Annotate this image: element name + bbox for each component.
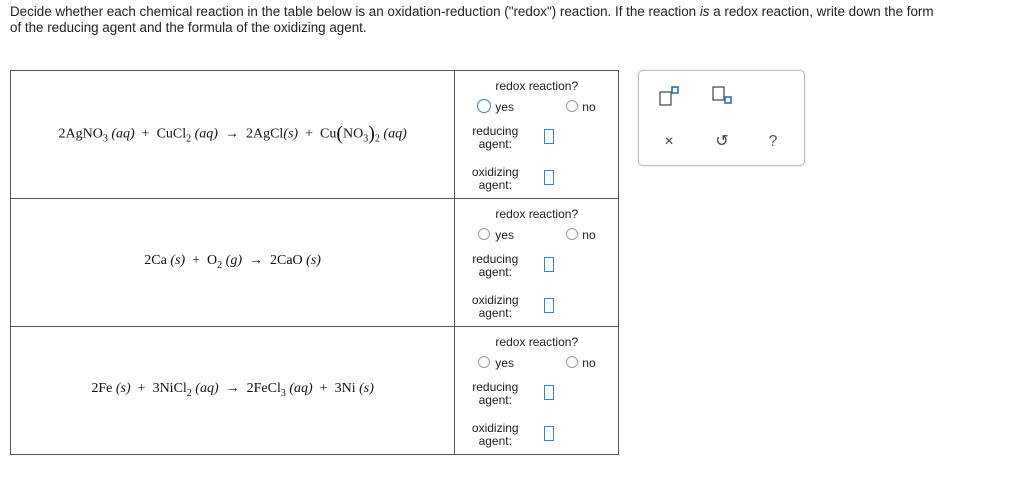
reducing-agent-label: reducing agent: [472,252,519,279]
table-row [11,71,619,199]
answer-cell [455,199,619,327]
subscript-icon[interactable] [710,84,734,108]
reducing-agent-label: reducing agent: [472,380,519,407]
redox-question: redox reaction? [495,207,579,221]
redox-question: redox reaction? [495,79,579,93]
yes-label: yes [495,100,514,114]
instructions [10,4,1024,36]
instructions-text-1: Decide whether each chemical reaction in the table below is an oxidation-reduction ("redox") reaction. If the reaction [10,4,700,19]
yes-radio[interactable] [478,356,490,368]
oxidizing-agent-input[interactable] [544,426,554,441]
redox-question: redox reaction? [495,335,579,349]
no-radio[interactable] [566,356,578,368]
answer-cell [455,71,619,199]
reducing-agent-input[interactable] [544,129,554,144]
yes-label: yes [495,228,514,242]
instructions-is: is [699,4,710,19]
help-icon[interactable]: ? [768,133,778,150]
answer-toolbar [638,70,805,166]
reaction-table [10,70,619,455]
oxidizing-agent-label: oxidizing agent: [471,293,519,320]
no-radio[interactable] [566,100,578,112]
clear-icon[interactable]: × [664,133,674,150]
oxidizing-agent-input[interactable] [544,170,554,185]
superscript-icon[interactable] [657,84,681,108]
redox-radio-group [455,227,618,243]
equation-3: 2Fe (s) + 3NiCl$_2$ (aq) → 2FeCl$_3$ (aq) + 3Ni (s) [91,380,374,399]
no-radio[interactable] [566,228,578,240]
no-label: no [582,228,596,242]
oxidizing-agent-label: oxidizing agent: [471,165,519,192]
no-label: no [582,356,596,370]
equation-cell [11,327,455,455]
instructions-line-2: of the reducing agent and the formula of the oxidizing agent. [10,20,367,35]
redox-radio-group [455,99,618,115]
reducing-agent-label: reducing agent: [472,124,519,151]
answer-cell [455,327,619,455]
reducing-agent-input[interactable] [544,385,554,400]
table-row [11,199,619,327]
oxidizing-agent-label: oxidizing agent: [471,421,519,448]
oxidizing-agent-input[interactable] [544,298,554,313]
yes-label: yes [495,356,514,370]
table-row [11,327,619,455]
equation-1: 2AgNO$_3$ (aq) + CuCl$_2$ (aq) → 2AgCl(s) + $Cu(NO_3)_2$ (aq) [58,121,407,144]
no-label: no [582,100,596,114]
equation-2: 2Ca $(s) + O_2$ (g) → 2CaO (s) [144,252,321,271]
yes-radio[interactable] [478,228,490,240]
undo-icon[interactable]: ↺ [715,133,729,150]
instructions-text-2: a redox reaction, write down the form [709,4,934,19]
yes-radio[interactable] [477,99,491,113]
equation-cell [11,199,455,327]
reducing-agent-input[interactable] [544,257,554,272]
equation-cell [11,71,455,199]
redox-radio-group [455,355,618,371]
